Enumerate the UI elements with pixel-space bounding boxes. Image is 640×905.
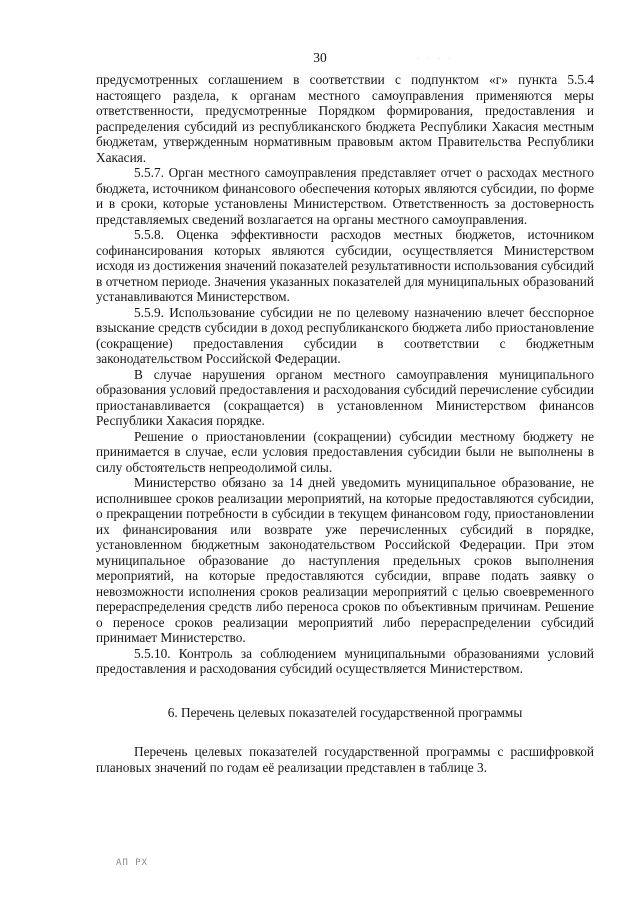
paragraph-5-5-8: 5.5.8. Оценка эффективности расходов местных бюджетов, источником софинансирования которых являются субсидии, осуществляется Министерством исходя из достижения значений показателей результативности использования субсидий в отчетном периоде. Значения указанных показателей для муниципальных образований устанавливаются Министерством. <box>96 227 594 304</box>
paragraph-indicators: Перечень целевых показателей государственной программы с расшифровкой плановых значений по годам её реализации представлен в таблице 3. <box>96 744 594 775</box>
scan-artifact: · · · · <box>417 55 454 63</box>
paragraph-ministry-notice: Министерство обязано за 14 дней уведомить муниципальное образование, не исполнившее сроков реализации мероприятий, на которые предоставляются субсидии, о прекращении потребности в субсидии в текущем финансовом году, приостановлении их финансирования или возврате уже перечисленных субсидий в порядке, установленном бюджетным законодательством Российской Федерации. При этом муниципальное образование до наступления предельных сроков выполнения мероприятий, на которые предоставляются субсидии, вправе подать заявку о невозможности исполнения сроков реализации мероприятий с целью своевременного перераспределения средств либо переноса сроков по объективным причинам. Решение о переносе сроков реализации мероприятий либо перераспределении субсидий принимает Министерство. <box>96 475 594 645</box>
paragraph-5-5-9: 5.5.9. Использование субсидии не по целевому назначению влечет бесспорное взыскание средств субсидии в доход республиканского бюджета либо приостановление (сокращение) предоставления субсидии в соответствии с бюджетным законодательством Российской Федерации. <box>96 304 594 366</box>
paragraph-5-5-7: 5.5.7. Орган местного самоуправления представляет отчет о расходах местного бюджета, источником финансового обеспечения которых являются субсидии, по форме и в сроки, которые установлены Министерством. Ответственность за достоверность представляемых сведений возлагается на органы местного самоуправления. <box>96 165 594 227</box>
paragraph-violation: В случае нарушения органом местного самоуправления муниципального образования условий предоставления и расходования субсидий перечисление субсидии приостанавливается (сокращается) в установленном Министерством финансов Республики Хакасия порядке. <box>96 366 594 428</box>
page-number: 30 <box>313 50 327 65</box>
paragraph-5-5-10: 5.5.10. Контроль за соблюдением муниципальными образованиями условий предоставления и расходования субсидий осуществляется Министерством. <box>96 645 594 676</box>
section-heading: 6. Перечень целевых показателей государственной программы <box>167 704 523 720</box>
paragraph-continuation: предусмотренных соглашением в соответствии с подпунктом «г» пункта 5.5.4 настоящего раздела, к органам местного самоуправления применяются меры ответственности, предусмотренные Порядком формирования, предоставления и распределения субсидий из республиканского бюджета Республики Хакасия местным бюджетам, утвержденным нормативным правовым актом Правительства Республики Хакасия. <box>96 72 594 165</box>
document-body <box>96 72 594 775</box>
footer-mark: АП РХ <box>116 858 149 868</box>
paragraph-decision: Решение о приостановлении (сокращении) субсидии местному бюджету не принимается в случае, если условия предоставления субсидии были не выполнены в силу обстоятельств непреодолимой силы. <box>96 428 594 475</box>
